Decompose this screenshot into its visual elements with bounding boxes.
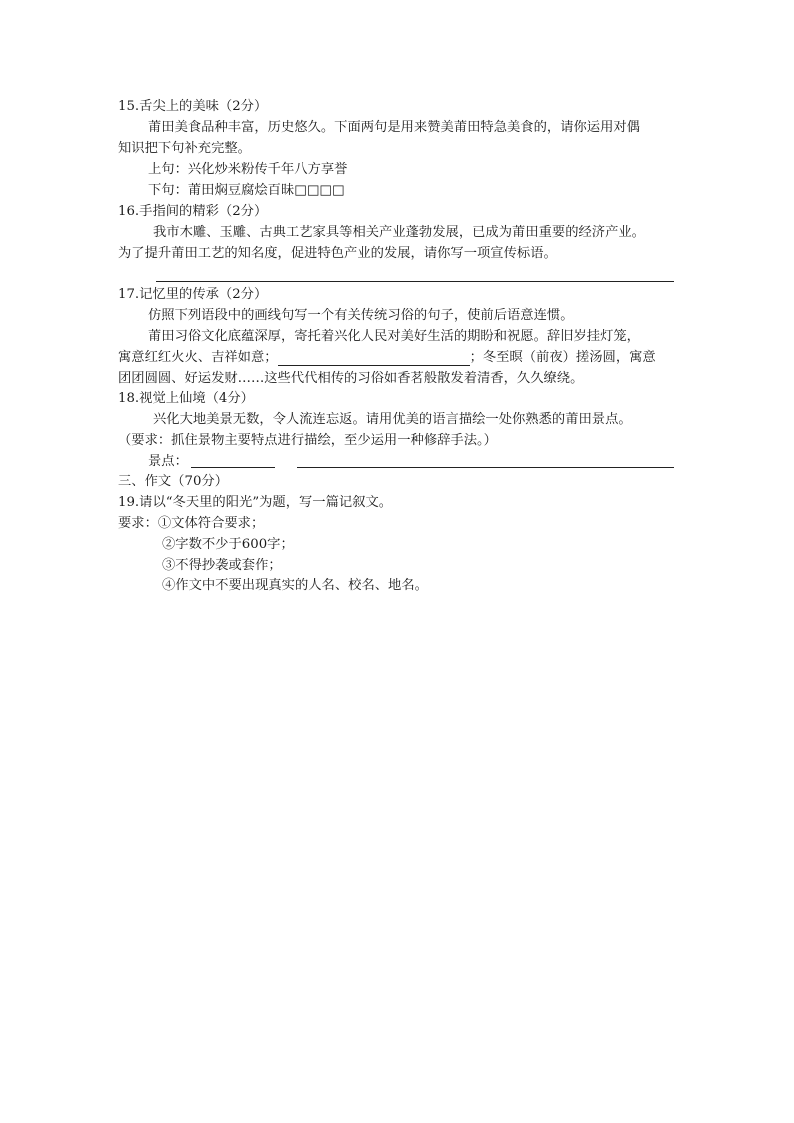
q15-text-line2: 知识把下句补充完整。 (118, 141, 251, 156)
q17-text-line1: 仿照下列语段中的画线句写一个有关传统习俗的句子，使前后语意连惯。 (148, 308, 574, 323)
q18-text-line1: 兴化大地美景无数，令人流连忘返。请用优美的语言描绘一处你熟悉的莆田景点。 (153, 412, 632, 427)
q19-requirement-3: ③不得抄袭或套作； (162, 558, 282, 573)
q18-spot-blank[interactable] (191, 467, 275, 468)
q16-text-line2: 为了提升莆田工艺的知名度，促进特色产业的发展，请你写一项宣传标语。 (118, 246, 557, 261)
q17-title: 17.记忆里的传承（2分） (118, 287, 268, 302)
q18-title: 18.视觉上仙境（4分） (118, 391, 254, 406)
q17-answer-blank[interactable] (278, 352, 470, 366)
q17-text-line2: 莆田习俗文化底蕴深厚，寄托着兴化人民对美好生活的期盼和祝愿。辞旧岁挂灯笼， (148, 329, 640, 344)
q18-description-line[interactable] (297, 467, 674, 468)
q18-text-line2: （要求：抓住景物主要特点进行描绘，至少运用一种修辞手法。） (118, 433, 497, 448)
q18-spot-label: 景点： (148, 454, 188, 469)
section3-heading: 三、作文（70分） (118, 474, 228, 489)
q19-prompt: 19.请以“冬天里的阳光”为题，写一篇记叙文。 (118, 495, 393, 510)
q16-answer-line[interactable] (156, 281, 674, 282)
q19-requirement-4: ④作文中不要出现真实的人名、校名、地名。 (162, 578, 428, 593)
q19-requirement-1: 要求：①文体符合要求； (118, 516, 265, 531)
q17-text-line3 (118, 350, 656, 366)
q17-text-line3-start: 寓意红红火火、吉祥如意； (118, 350, 278, 365)
q15-lower-couplet: 下句：莆田焖豆腐烩百昧□□□□ (148, 183, 345, 198)
q19-requirement-2: ②字数不少于600字； (162, 537, 294, 552)
q15-text-line1: 莆田美食品种丰富，历史悠久。下面两句是用来赞美莆田特急美食的，请你运用对偶 (148, 120, 640, 135)
q17-text-line4: 团团圆圆、好运发财……这些代代相传的习俗如香茗般散发着清香，久久缭绕。 (118, 371, 584, 386)
q16-text-line1: 我市木雕、玉雕、古典工艺家具等相关产业蓬勃发展，已成为莆田重要的经济产业。 (153, 225, 645, 240)
q15-upper-couplet: 上句：兴化炒米粉传千年八方享誉 (148, 162, 348, 177)
q17-text-line3-end: ；冬至暝（前夜）搓汤圆，寓意 (469, 350, 656, 365)
q16-title: 16.手指间的精彩（2分） (118, 204, 268, 219)
q15-title: 15.舌尖上的美味（2分） (118, 99, 268, 114)
